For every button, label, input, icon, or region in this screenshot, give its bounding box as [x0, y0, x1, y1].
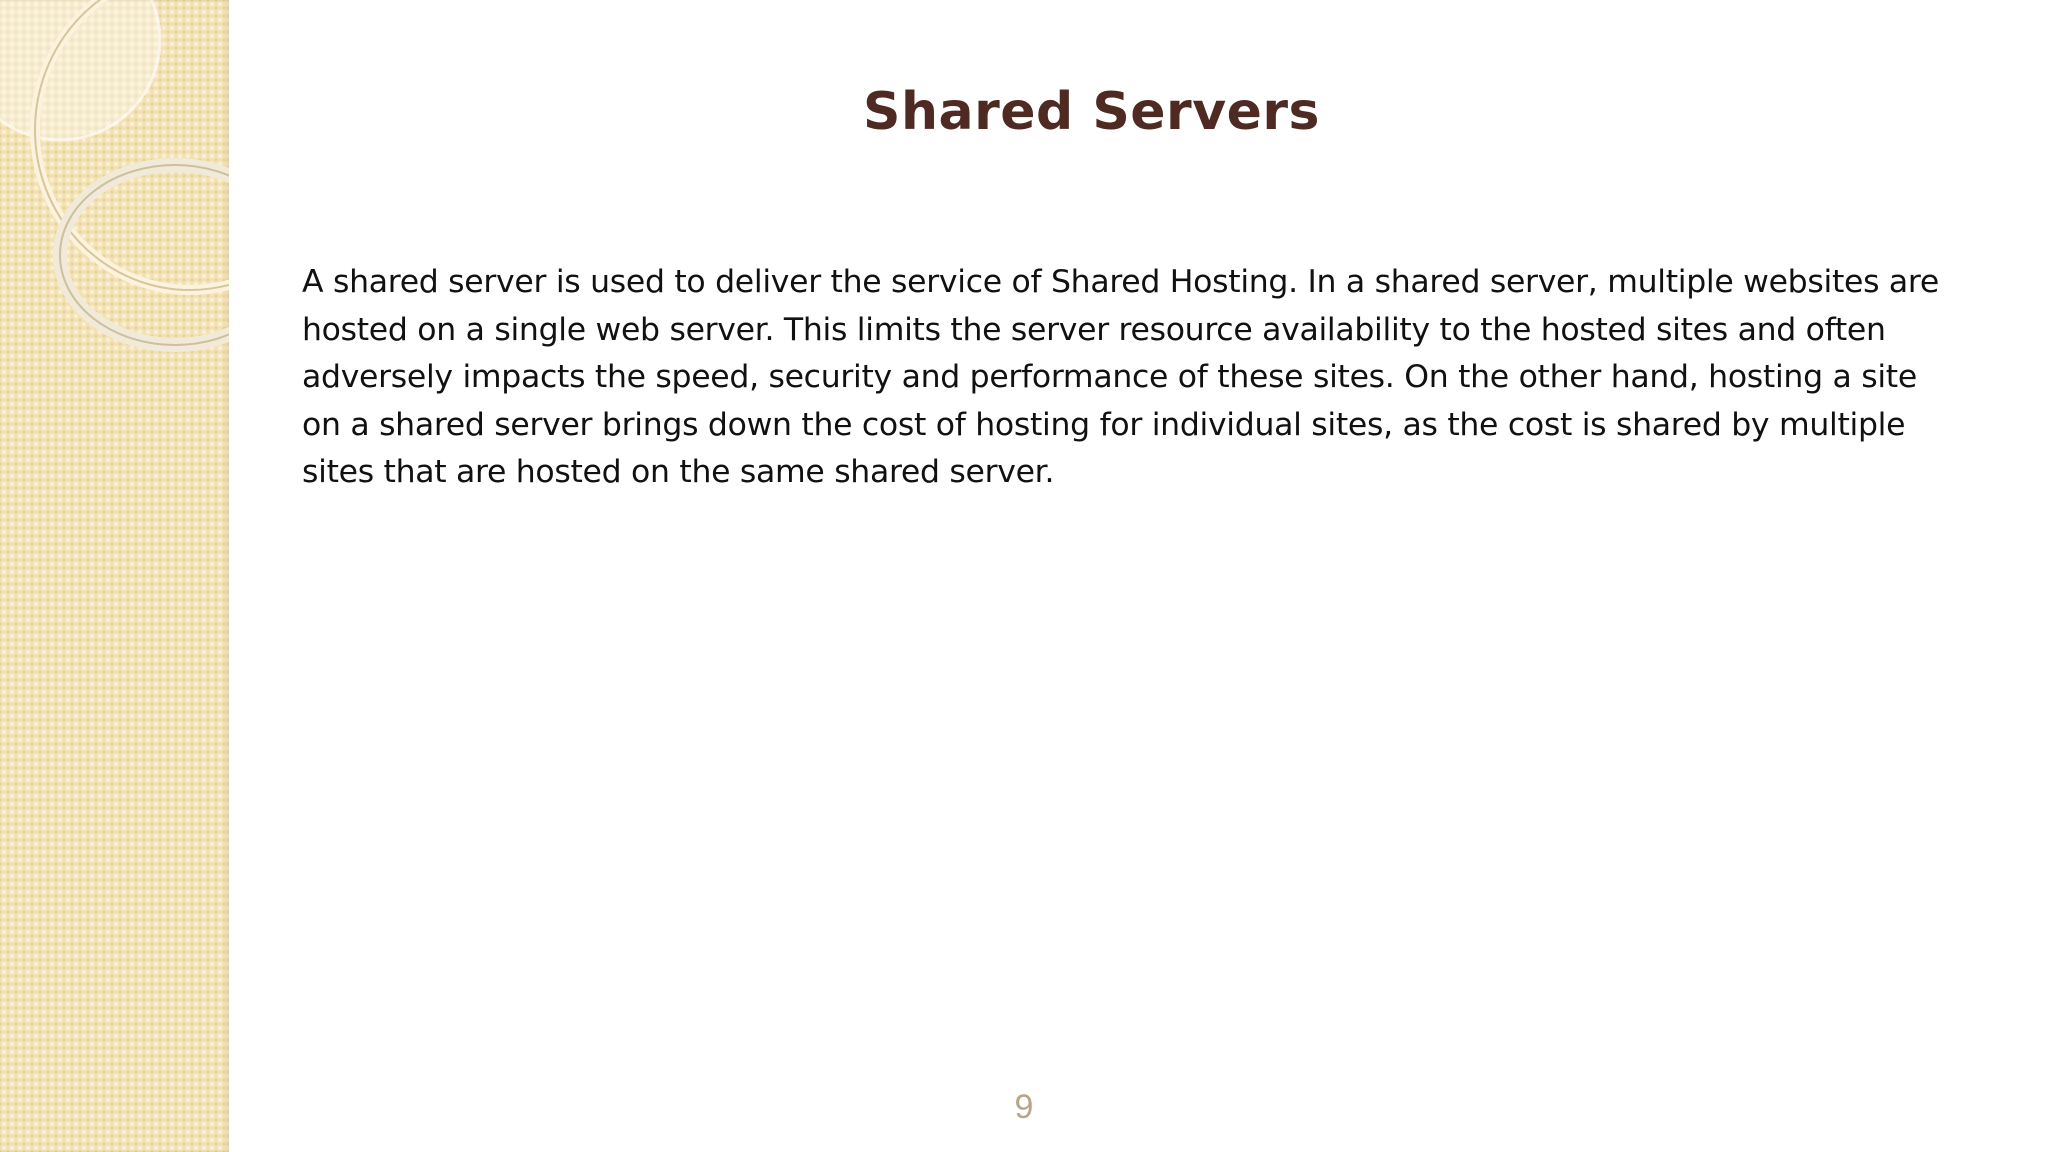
slide-body-text: A shared server is used to deliver the service of Shared Hosting. In a shared server, multiple websites are hosted on a single web server. This limits the server resource availability to the hosted sites and often adversely impacts the speed, security and performance of these sites. On the other hand, hosting a site on a shared server brings down the cost of hosting for individual sites, as the cost is shared by multiple sites that are hosted on the same shared server.	[302, 264, 1939, 490]
page-number: 9	[1014, 1088, 1034, 1126]
decorative-rings-icon	[0, 0, 229, 400]
decorative-side-panel	[0, 0, 229, 1152]
slide-title: Shared Servers	[863, 82, 1320, 142]
